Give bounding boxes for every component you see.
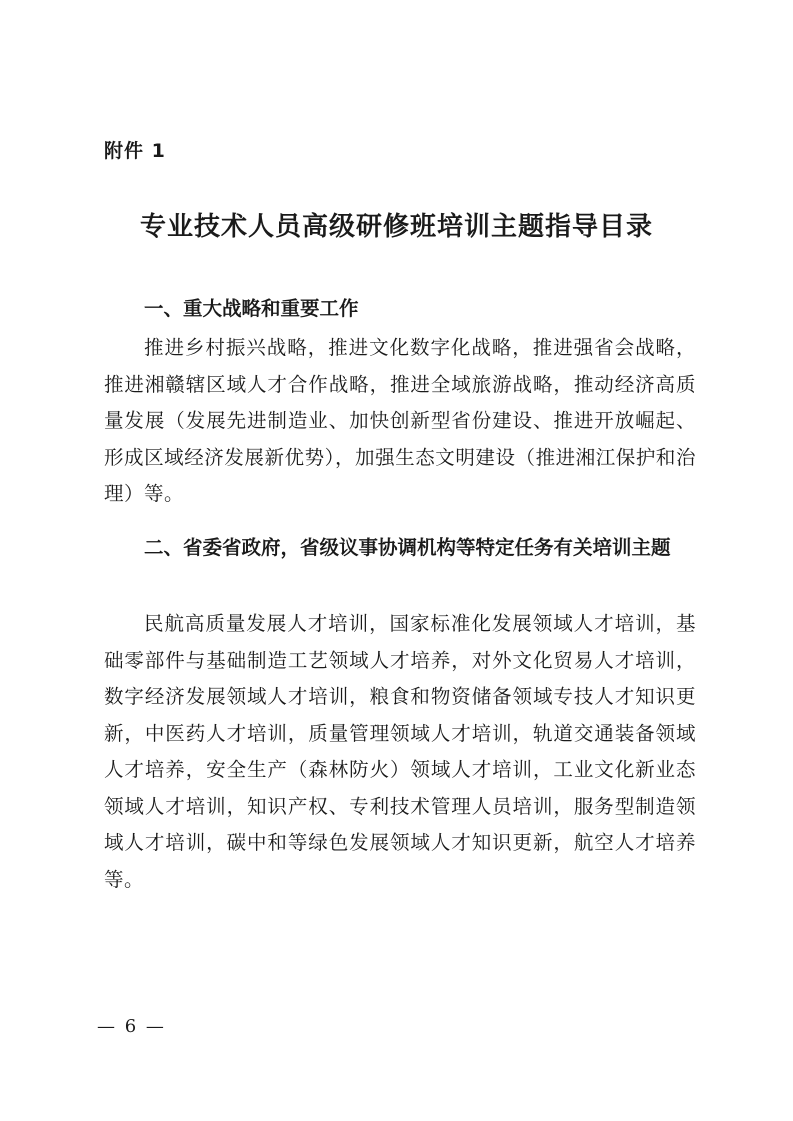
section-heading-2: 二、省委省政府，省级议事协调机构等特定任务有关培训主题 bbox=[144, 536, 671, 559]
section-body-1: 推进乡村振兴战略，推进文化数字化战略，推进强省会战略，推进湘赣辖区域人才合作战略，推进全域旅游战略，推动经济高质量发展（发展先进制造业、加快创新型省份建设、推进开放崛起、形成区域经济发展新优势），加强生态文明建设（推进湘江保护和治理）等。 bbox=[104, 336, 696, 505]
section-heading-1: 一、重大战略和重要工作 bbox=[144, 297, 359, 320]
attachment-label: 附件 1 bbox=[104, 140, 166, 162]
document-title: 专业技术人员高级研修班培训主题指导目录 bbox=[139, 212, 653, 242]
section-body-2: 民航高质量发展人才培训，国家标准化发展领域人才培训，基础零部件与基础制造工艺领域人才培养，对外文化贸易人才培训，数字经济发展领域人才培训，粮食和物资储备领域专技人才知识更新，中医药人才培训，质量管理领域人才培训，轨道交通装备领域人才培养，安全生产（森林防火）领域人才培训，工业文化新业态领域人才培训，知识产权、专利技术管理人员培训，服务型制造领域人才培训，碳中和等绿色发展领域人才知识更新，航空人才培养等。 bbox=[104, 612, 696, 891]
page-number: — 6 — bbox=[97, 1016, 166, 1037]
